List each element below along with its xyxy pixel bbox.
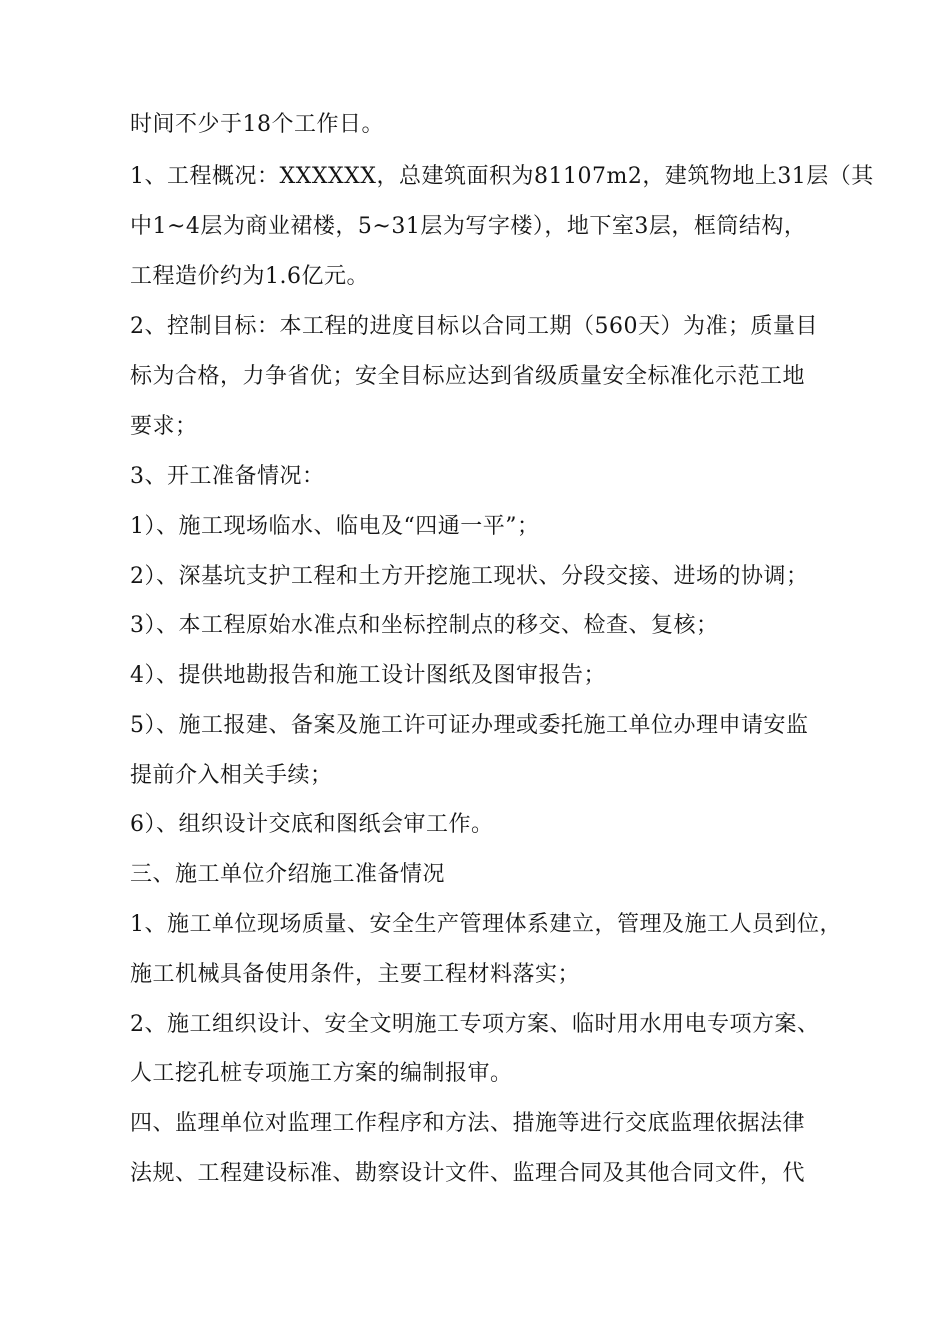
text-line-7: 要求； xyxy=(130,414,198,439)
text-line-9: 1）、施工现场临水、临电及“四通一平”； xyxy=(130,514,540,539)
text-line-12: 4）、提供地勘报告和施工设计图纸及图审报告； xyxy=(130,663,606,688)
text-line-8: 3、开工准备情况： xyxy=(130,464,325,489)
text-line-4: 工程造价约为1.6亿元。 xyxy=(130,264,369,289)
text-line-2: 1、工程概况：XXXXXX，总建筑面积为81107m2，建筑物地上31层（其 xyxy=(130,164,874,189)
text-line-11: 3）、本工程原始水准点和坐标控制点的移交、检查、复核； xyxy=(130,613,719,638)
section-heading-4: 四、监理单位对监理工作程序和方法、措施等进行交底监理依据法律 xyxy=(130,1111,806,1136)
text-line-6: 标为合格，力争省优；安全目标应达到省级质量安全标准化示范工地 xyxy=(130,364,806,389)
text-line-18: 施工机械具备使用条件，主要工程材料落实； xyxy=(130,962,581,987)
text-line-5: 2、控制目标：本工程的进度目标以合同工期（560天）为准；质量目 xyxy=(130,314,818,339)
text-line-20: 人工挖孔桩专项施工方案的编制报审。 xyxy=(130,1061,513,1086)
text-line-22: 法规、工程建设标准、勘察设计文件、监理合同及其他合同文件，代 xyxy=(130,1161,806,1186)
text-line-15: 6）、组织设计交底和图纸会审工作。 xyxy=(130,812,494,837)
text-line-1: 时间不少于18个工作日。 xyxy=(130,112,384,137)
text-line-17: 1、施工单位现场质量、安全生产管理体系建立，管理及施工人员到位， xyxy=(130,912,842,937)
text-line-19: 2、施工组织设计、安全文明施工专项方案、临时用水用电专项方案、 xyxy=(130,1012,820,1037)
text-line-13: 5）、施工报建、备案及施工许可证办理或委托施工单位办理申请安监 xyxy=(130,713,809,738)
text-line-3: 中1~4层为商业裙楼，5~31层为写字楼），地下室3层，框筒结构， xyxy=(130,214,807,239)
text-line-10: 2）、深基坑支护工程和土方开挖施工现状、分段交接、进场的协调； xyxy=(130,564,809,589)
section-heading-3: 三、施工单位介绍施工准备情况 xyxy=(130,862,446,887)
text-line-14: 提前介入相关手续； xyxy=(130,763,333,788)
